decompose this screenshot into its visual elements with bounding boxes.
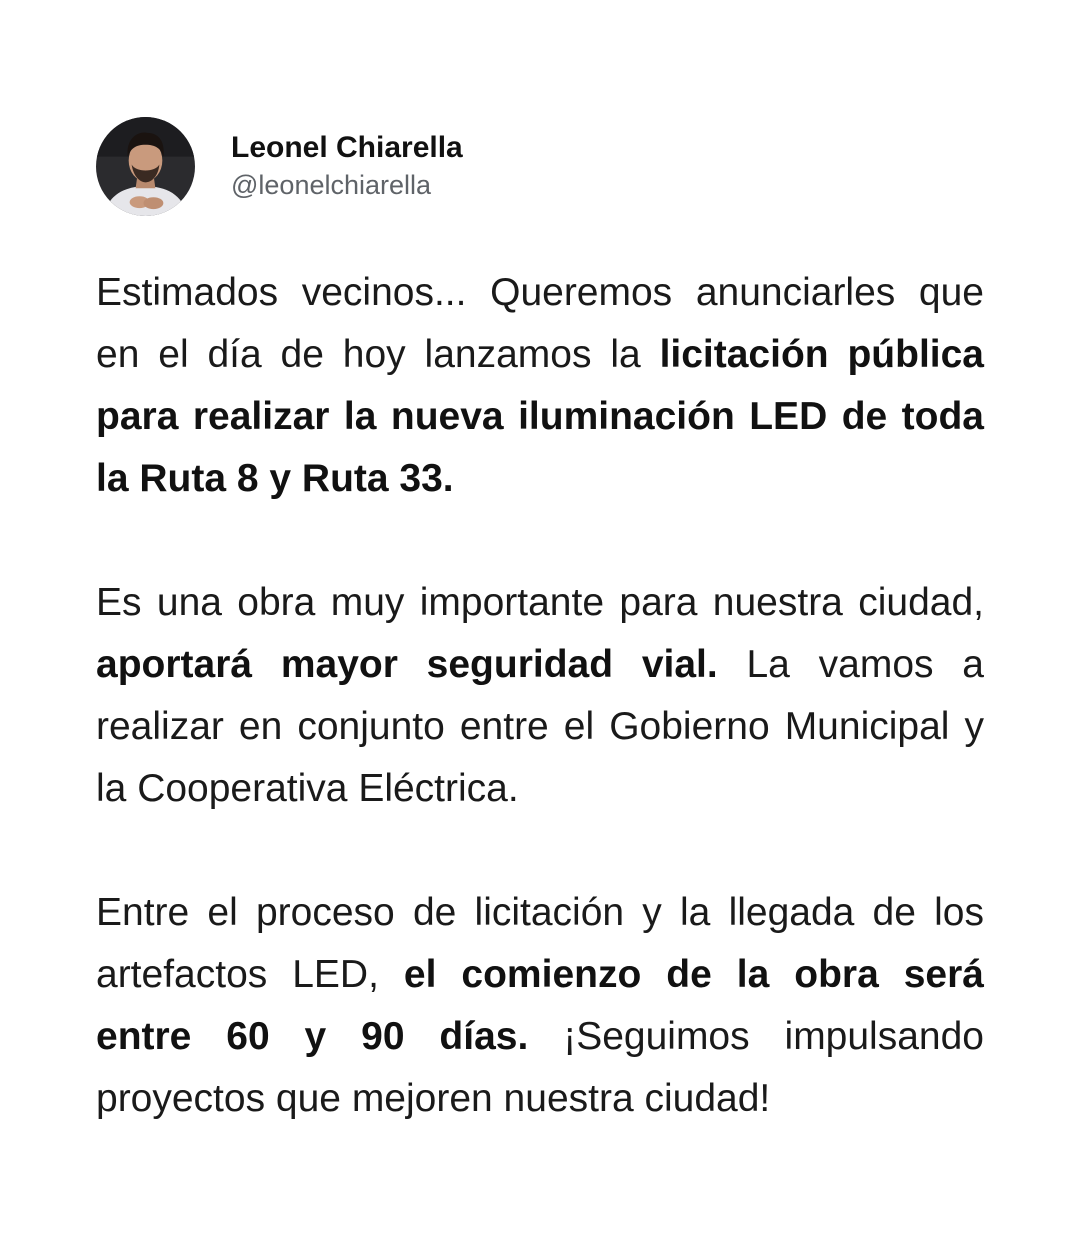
text-run: Entre el proceso de licitación y la llegada de los artefactos LED, [96,891,984,996]
author-info [231,130,463,203]
author-name[interactable]: Leonel Chiarella [231,130,463,164]
avatar[interactable] [96,117,195,216]
bold-text-run: aportará mayor seguridad vial. [96,643,718,686]
post-paragraph [96,882,984,1130]
author-handle[interactable]: @leonelchiarella [231,169,432,200]
text-run: Es una obra muy importante para nuestra ciudad, [96,581,984,624]
post-paragraph [96,572,984,820]
text-run: Estimados vecinos... Queremos anunciarles que en el día de hoy lanzamos la [96,271,984,376]
bold-text-run: el comienzo de la obra será entre 60 y 90 días. [96,953,984,1058]
post-paragraph [96,262,984,510]
text-run: La vamos a realizar en conjunto entre el Gobierno Municipal y la Cooperativa Eléctrica. [96,643,984,810]
text-run: ¡Seguimos impulsando proyectos que mejoren nuestra ciudad! [96,1015,984,1120]
post-header [96,116,463,216]
profile-photo-icon [96,117,195,216]
bold-text-run: licitación pública para realizar la nueva iluminación LED de toda la Ruta 8 y Ruta 33. [96,333,984,500]
post-text [96,262,984,1130]
